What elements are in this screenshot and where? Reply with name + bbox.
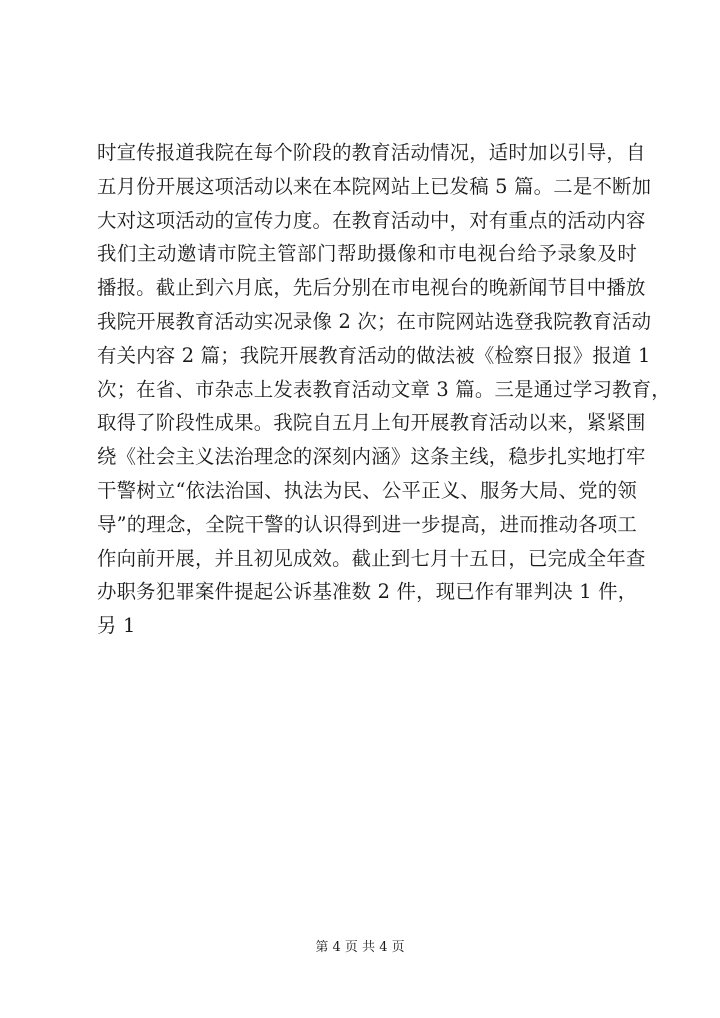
text-line: 时宣传报道我院在每个阶段的教育活动情况，适时加以引导，自 xyxy=(97,141,646,164)
text-line: 绕《社会主义法治理念的深刻内涵》这条主线，稳步扎实地打牢 xyxy=(97,445,646,469)
text-line: 取得了阶段性成果。我院自五月上旬开展教育活动以来，紧紧围 xyxy=(97,411,646,435)
text-line: 我院开展教育活动实况录像 2 次；在市院网站选登我院教育活动 xyxy=(97,309,652,333)
text-line: 次；在省、市杂志上发表教育活动文章 3 篇。三是通过学习教育， xyxy=(97,377,671,401)
page-number-footer: 第 4 页 共 4 页 xyxy=(315,940,405,955)
text-line: 办职务犯罪案件提起公诉基准数 2 件，现已作有罪判决 1 件， xyxy=(97,580,638,604)
text-line: 播报。截止到六月底，先后分别在市电视台的晚新闻节目中播放 xyxy=(97,276,646,300)
text-line: 导”的理念，全院干警的认识得到进一步提高，进而推动各项工 xyxy=(97,512,637,536)
text-line: 大对这项活动的宣传力度。在教育活动中，对有重点的活动内容 xyxy=(97,208,646,232)
text-line: 干警树立“依法治国、执法为民、公平正义、服务大局、党的领 xyxy=(97,478,637,502)
body-paragraph xyxy=(97,136,671,643)
text-line: 作向前开展，并且初见成效。截止到七月十五日，已完成全年查 xyxy=(97,546,646,570)
text-line: 有关内容 2 篇；我院开展教育活动的做法被《检察日报》报道 1 xyxy=(97,343,651,367)
text-line: 我们主动邀请市院主管部门帮助摄像和市电视台给予录象及时 xyxy=(97,242,637,266)
text-line: 五月份开展这项活动以来在本院网站上已发稿 5 篇。二是不断加 xyxy=(97,174,652,198)
text-line-last: 另 1 xyxy=(97,614,136,638)
